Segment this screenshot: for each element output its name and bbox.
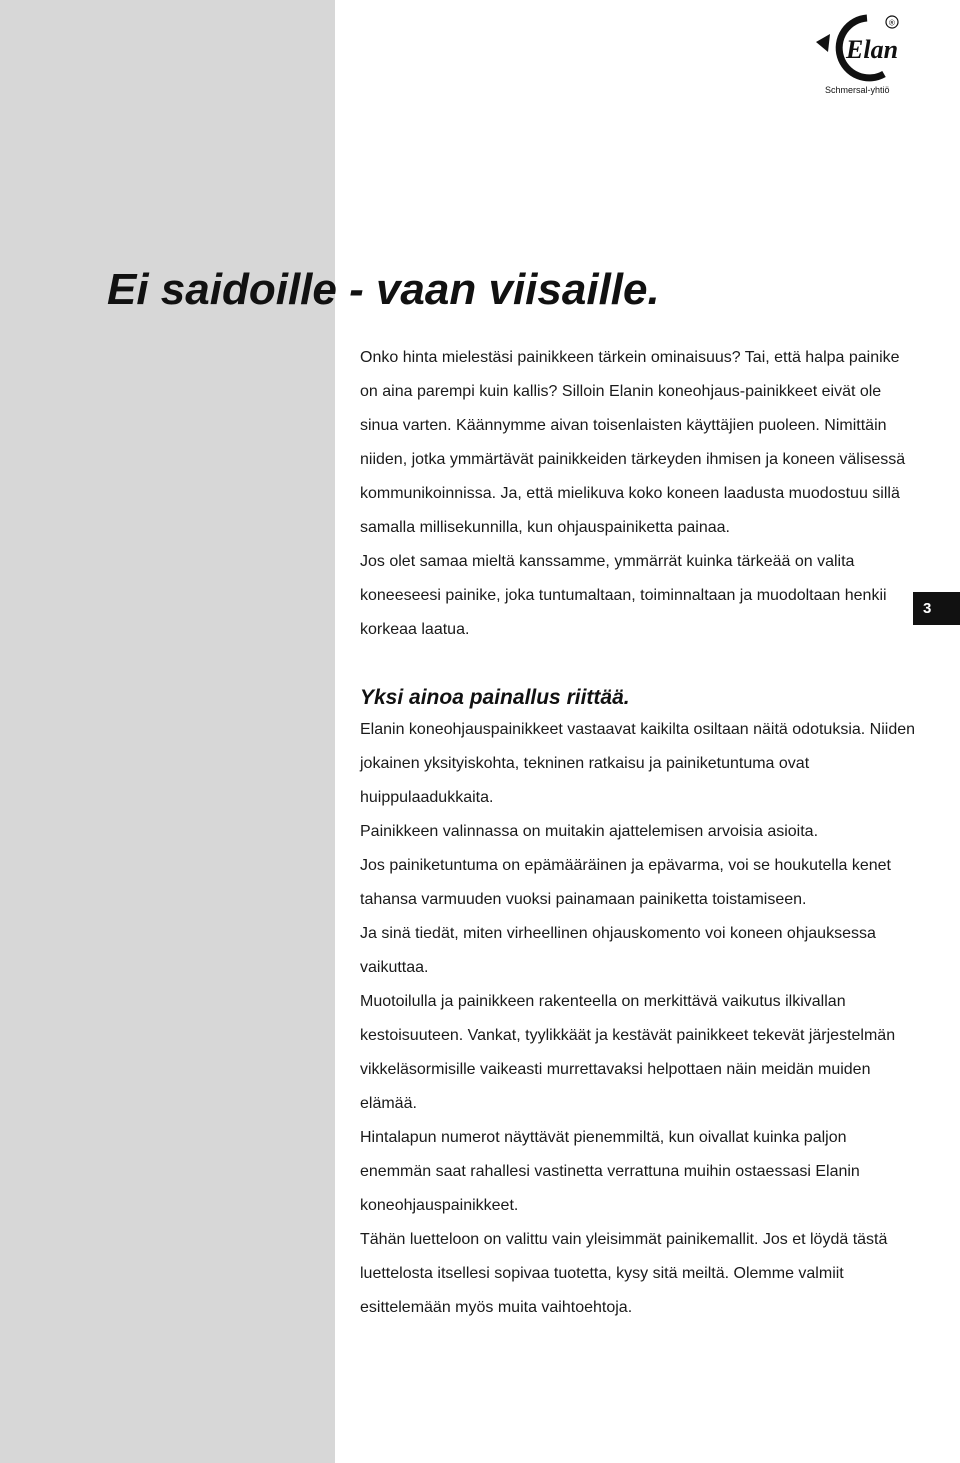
intro-paragraph: Jos olet samaa mieltä kanssamme, ymmärrät kuinka tärkeää on valita koneeseesi painike, joka tuntumaltaan, toiminnaltaan ja muodoltaan henkii korkeaa laatua.: [360, 553, 887, 638]
intro-paragraph: Onko hinta mielestäsi painikkeen tärkein ominaisuus? Tai, että halpa painike on aina parempi kuin kallis? Silloin Elanin koneohjaus-painikkeet eivät ole sinua varten. Käännymme aivan toisenlaisten käyttäjien puoleen. Nimittäin niiden, jotka ymmärtävät painikkeiden tärkeyden ihmisen ja koneen välisessä kommunikoinnissa. Ja, että mielikuva koko koneen laadusta muodostuu sillä samalla millisekunnilla, kun ohjauspainiketta painaa.: [360, 349, 906, 536]
side-band: [0, 0, 335, 1463]
brand-wordmark: Elan: [846, 35, 899, 64]
body-paragraph: Painikkeen valinnassa on muitakin ajattelemisen arvoisia asioita.: [360, 823, 819, 840]
body-paragraph: Ja sinä tiedät, miten virheellinen ohjauskomento voi koneen ohjauksessa vaikuttaa.: [360, 925, 876, 976]
company-name: Schmersal-yhtiö: [825, 85, 890, 95]
body-paragraph: Hintalapun numerot näyttävät pienemmiltä, kun oivallat kuinka paljon enemmän saat rahallesi vastinetta verrattuna muihin ostaessasi Elanin koneohjauspainikkeet.: [360, 1129, 860, 1214]
main-content: [360, 341, 920, 1325]
registered-mark: ®: [889, 18, 895, 28]
body-paragraph: Tähän luetteloon on valittu vain yleisimmät painikemallit. Jos et löydä tästä luettelosta itsellesi sopivaa tuotetta, kysy sitä meiltä. Olemme valmiit esittelemään myös muita vaihtoehtoja.: [360, 1231, 888, 1316]
section-subheading: Yksi ainoa painallus riittää.: [360, 686, 630, 709]
page-headline: Ei saidoille - vaan viisaille.: [107, 265, 660, 314]
body-paragraph: Elanin koneohjauspainikkeet vastaavat kaikilta osiltaan näitä odotuksia. Niiden jokainen yksityiskohta, tekninen ratkaisu ja painiketuntuma ovat huippulaadukkaita.: [360, 721, 916, 806]
elan-logo-mark: [812, 12, 912, 84]
elan-logo: [812, 12, 912, 102]
page-number-tab: 3: [913, 592, 960, 625]
body-paragraph: Muotoilulla ja painikkeen rakenteella on merkittävä vaikutus ilkivallan kestoisuuteen. Vankat, tyylikkäät ja kestävät painikkeet tekevät järjestelmän vikkeläsormisille vaikeasti murrettavaksi helpottaen näin meidän muiden elämää.: [360, 993, 896, 1112]
body-paragraph: Jos painiketuntuma on epämääräinen ja epävarma, voi se houkutella kenet tahansa varmuuden vuoksi painamaan painiketta toistamiseen.: [360, 857, 891, 908]
